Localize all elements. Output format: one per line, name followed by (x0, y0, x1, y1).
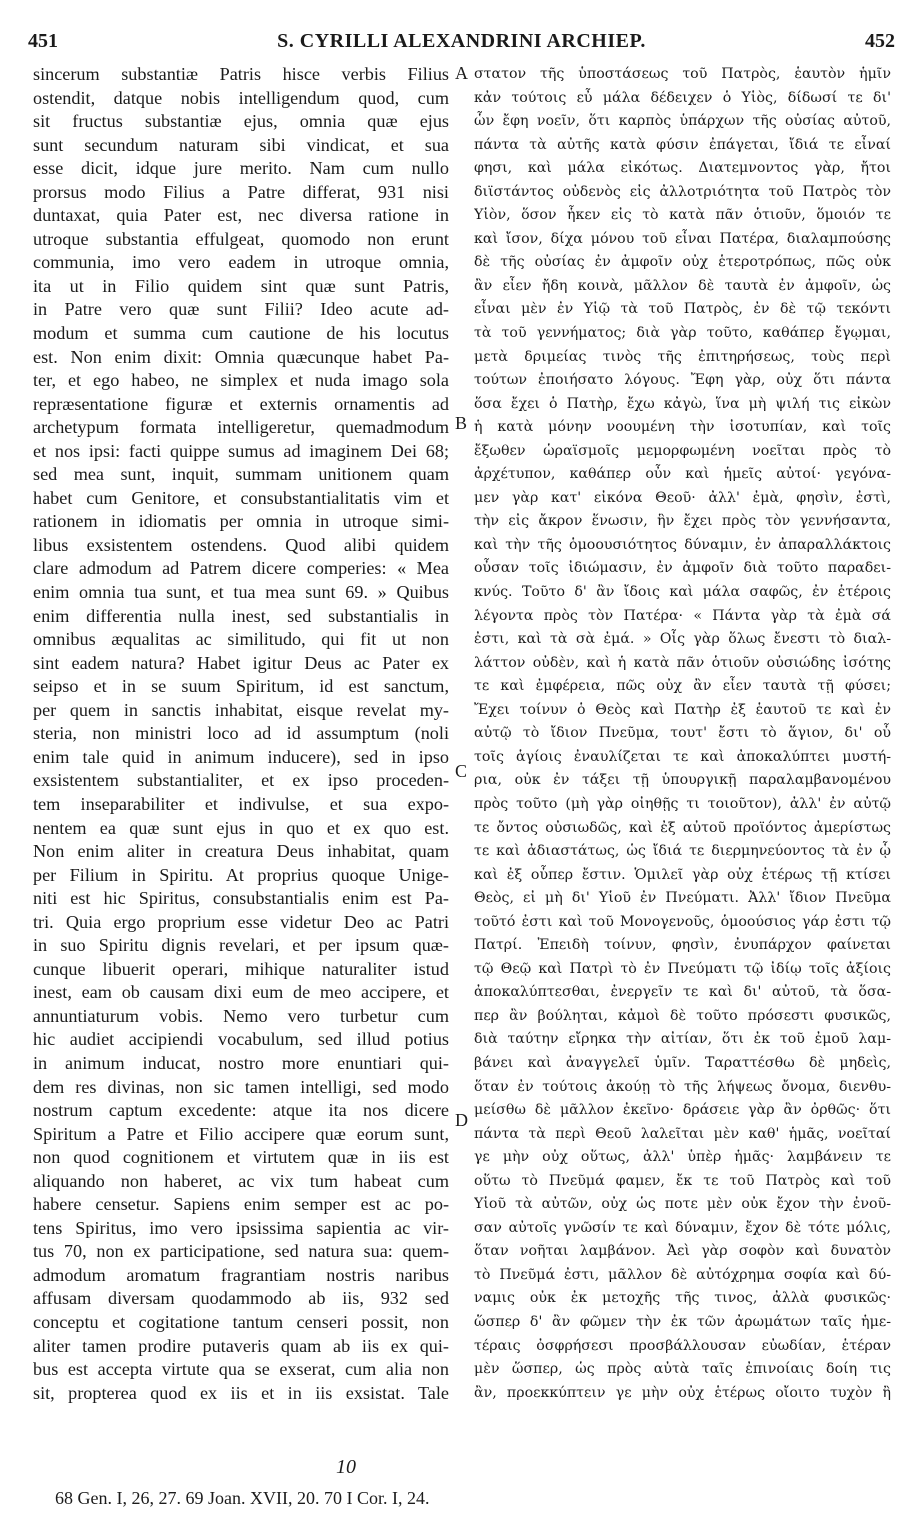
latin-text-line: steria, non ministri loco ad id assumptum (noli (33, 723, 449, 744)
greek-text-line: ρια, οὐκ ἐν τάξει τῇ ὑπουργικῇ παραλαμβανομένου (474, 772, 891, 789)
latin-text-line: aliter tamen prodire putaveris quam ab iis ex qui- (33, 1335, 449, 1356)
latin-text-line: in Patre vero quæ sunt Filii? Ideo acute ad- (33, 299, 449, 320)
latin-text-line: sit fructus substantiæ ejus, omnia quæ ejus (33, 111, 449, 132)
latin-text-line: seipso et in se suum Spiritum, id est sanctum, (33, 676, 449, 697)
greek-text-line: ἂν, προεκκύπτειν γε μὴν οὐχ ἑτέρως οἴοιτο τυχὸν ἢ (474, 1384, 891, 1401)
greek-column (474, 63, 891, 1405)
greek-text-line: πρὸς τοῦτο (μὴ γὰρ οἰηθῇς τι τοιοῦτον), ἀλλ' ἐν αὐτῷ (474, 795, 891, 812)
running-title: S. CYRILLI ALEXANDRINI ARCHIEP. (277, 30, 646, 52)
greek-text-line: ὥσπερ δ' ἂν φῶμεν τὴν ἐκ τῶν ἀρωμάτων ταῖς ἡμε- (474, 1313, 891, 1330)
greek-text-line: τε καὶ ἀδιαστάτως, ὡς ἴδιά τε διερμηνεύοντος τὰ ἐν ᾧ (474, 843, 891, 860)
greek-text-line: τὰ τοῦ γεννήματος; διὰ γὰρ τοῦτο, καθάπερ ἔγῳμαι, (474, 325, 891, 342)
greek-text-line: λάττον οὐδὲν, καὶ ἡ κατὰ πᾶν ὁτιοῦν οὐσιώδης ἰσότης (474, 654, 891, 671)
greek-text-line: τε ὄντος οὐσιωδῶς, καὶ ἐξ αὐτοῦ προϊόντος ἀμερίστως (474, 819, 891, 836)
latin-text-line: esse dicit, idque jure merito. Nam cum nullo (33, 158, 449, 179)
latin-text-line: nostrum captum excedente: atque ita nos dicere (33, 1100, 449, 1121)
latin-text-line: dem res divinas, non sic tamen intelligi, sed modo (33, 1076, 449, 1097)
latin-column (33, 63, 449, 1405)
latin-text-line: archetypum formata intelligeretur, quemadmodum (33, 417, 449, 438)
greek-text-line: τε καὶ ἐμφέρεια, πῶς οὐχ ἂν εἶεν ταυτὰ τῇ φύσει; (474, 678, 891, 695)
latin-text-line: sed mea sunt, inquit, summam unitionem quam (33, 464, 449, 485)
greek-text-line: εἶναι μὲν ἐν Υἱῷ τὰ τοῦ Πατρὸς, ἐν δὲ τῷ τεκόντι (474, 301, 891, 318)
greek-text-line: Υἱοῦ τὰ αὐτῶν, οὐχ ὡς ποτε μὲν οὐκ ἔχον τὴν ἐνοῦ- (474, 1196, 891, 1213)
greek-text-line: πάντα τὰ περὶ Θεοῦ λαλεῖται μὲν καθ' ἡμᾶς, νοεῖταί (474, 1125, 891, 1142)
greek-text-line: ναμις οὐκ ἐκ μετοχῆς τῆς τινος, ἀλλὰ φυσικῶς· (474, 1290, 891, 1307)
latin-text-line: habet cum Genitore, et consubstantialitatis vim et (33, 487, 449, 508)
latin-text-line: niti est hic Spiritus, consubstantialis enim est Pa- (33, 888, 449, 909)
latin-text-line: admodum aromatum fragrantiam nostris naribus (33, 1264, 449, 1285)
latin-text-line: per quem in sanctis inhabitat, eisque revelat my- (33, 699, 449, 720)
greek-text-line: γε μὴν οὐχ οὕτως, ἀλλ' ὑπὲρ ἡμᾶς· λαμβάνειν τε (474, 1149, 891, 1166)
margin-marker-d: D (455, 1110, 468, 1130)
greek-text-line: ἡ κατὰ μόνην νοουμένη τὴν ἰσοτυπίαν, καὶ τοῖς (474, 419, 891, 436)
margin-marker-c: C (455, 761, 468, 781)
latin-text-line: enim omnia tua sunt, et tua mea sunt 69. » Quibus (33, 582, 449, 603)
latin-text-line: est. Non enim dixit: Omnia quæcunque habet Pa- (33, 346, 449, 367)
latin-text-line: affusam diversam quodammodo ab iis, 932 sed (33, 1288, 449, 1309)
latin-text-line: libus exsistentem ostendens. Quod alibi quidem (33, 534, 449, 555)
greek-text-line: τέραις ὀσφρήσεσι προσβάλλουσαν εὐωδίαν, ἑτέραν (474, 1337, 891, 1354)
footnotes: 68 Gen. I, 26, 27. 69 Joan. XVII, 20. 70 I Cor. I, 24. (55, 1488, 430, 1508)
greek-text-line: καὶ ἐξ οὗπερ ἔστιν. Ὁμιλεῖ γὰρ οὐχ ἑτέρως τῇ κτίσει (474, 866, 891, 883)
latin-text-line: enim differentia nulla inest, sed substantialis in (33, 605, 449, 626)
greek-text-line: διϊστάντος οὐδενὸς εἰς ἀλλοτριότητα τοῦ Πατρὸς τὸν (474, 183, 891, 200)
greek-text-line: ἔξωθεν ὡραϊσμοῖς μεμορφωμένη νοεῖται πρὸς τὸ (474, 442, 891, 459)
latin-text-line: non quod cognitionem et virtutem quæ in iis est (33, 1147, 449, 1168)
latin-text-line: communia, imo vero eadem in utroque omnia, (33, 252, 449, 273)
greek-text-line: διὰ ταύτην εἴρηκα τὴν αἰτίαν, ὅτι ἐκ τοῦ ἐμοῦ λαμ- (474, 1031, 891, 1048)
greek-text-line: τὸ Πνεῦμά ἐστι, μᾶλλον δὲ αὐτόχρημα σοφία καὶ δύ- (474, 1266, 891, 1283)
latin-text-line: sunt secundum naturam sibi vindicat, et sua (33, 134, 449, 155)
greek-text-line: κνύς. Τοῦτο δ' ἂν ἴδοις καὶ μάλα σαφῶς, ἐν ἑτέροις (474, 584, 891, 601)
greek-text-line: μεν γὰρ κατ' εἰκόνα Θεοῦ· ἀλλ' ἐμὰ, φησὶν, ἐστὶ, (474, 489, 891, 506)
greek-text-line: Πατρί. Ἐπειδὴ τοίνυν, φησὶν, ἐνυπάρχον φαίνεται (474, 937, 891, 954)
running-header (28, 30, 895, 60)
latin-text-line: sint eadem natura? Habet igitur Deus ac Pater ex (33, 652, 449, 673)
greek-text-line: φησι, καὶ μάλα εἰκότως. Διατεμνοντος γὰρ, ἤτοι (474, 160, 891, 177)
greek-text-line: πάντα τὰ αὐτῆς κατὰ φύσιν ἐπάγεται, ἴδιά τε εἶναί (474, 136, 891, 153)
latin-text-line: in animum inducat, nostro more enuntiari qui- (33, 1052, 449, 1073)
greek-text-line: οὕτω τὸ Πνεῦμά φαμεν, ἔκ τε τοῦ Πατρὸς καὶ τοῦ (474, 1172, 891, 1189)
latin-text-line: cunque libuerit operari, mihique naturaliter istud (33, 958, 449, 979)
greek-text-line: μὲν ὥσπερ, ὡς πρὸς αὐτὰ ταῖς ἐπινοίαις δοίη τις (474, 1361, 891, 1378)
greek-text-line: τοῦτό ἐστι καὶ τοῦ Μονογενοῦς, ὁμοούσιος γάρ ἐστι τῷ (474, 913, 891, 930)
latin-text-line: Non enim aliter in creatura Deus inhabitat, quam (33, 841, 449, 862)
greek-text-line: κἀν τούτοις εὖ μάλα δέδειχεν ὁ Υἱὸς, δίδωσί τε δι' (474, 89, 891, 106)
latin-text-line: sincerum substantiæ Patris hisce verbis Filius (33, 64, 449, 84)
latin-text-line: tri. Quia ergo proprium esse videtur Deo ac Patri (33, 911, 449, 932)
latin-text-line: omnibus æqualitas ac similitudo, qui fit ut non (33, 629, 449, 650)
latin-text-line: ostendit, datque nobis intelligendum quod, cum (33, 87, 449, 108)
latin-text-line: hic audiet accipiendi vocabulum, sed illud potius (33, 1029, 449, 1050)
greek-text-line: σαν αὐτοῖς γνῶσίν τε καὶ δύναμιν, ἔχον δὲ τότε μόλις, (474, 1219, 891, 1236)
latin-text-line: tem inseparabiliter et indivulse, et sua expo- (33, 793, 449, 814)
greek-text-line: ὅσα ἔχει ὁ Πατὴρ, ἔχω κἀγὼ, ἵνα μὴ ψιλή τις εἰκὼν (474, 395, 891, 412)
greek-text-line: τοῖς ἁγίοις ἐναυλίζεται τε καὶ ἀποκαλύπτει μυστή- (474, 748, 891, 765)
greek-text-line: Υἱὸν, ὅσον ἧκεν εἰς τὸ κατὰ πᾶν ὁτιοῦν, ὅμοιόν τε (474, 207, 891, 224)
greek-text-line: βάνει καὶ ἀναγγελεῖ ὑμῖν. Ταραττέσθω δὲ μηδεὶς, (474, 1054, 891, 1071)
latin-text-line: in suo Spiritu dignis revelari, et per ipsum quæ- (33, 935, 449, 956)
greek-text-line: ὧν ἔφη νοεῖν, ὅτι καρπὸς ὑπάρχων τῆς οὐσίας αὐτοῦ, (474, 113, 891, 130)
greek-text-line: τούτων ἐποιήσατο λόγους. Ἔφη γὰρ, οὐχ ὅτι πάντα (474, 372, 891, 389)
greek-text-line: ἂν εἶεν ἤδη κοινὰ, μᾶλλον δὲ ταυτὰ ἐν ἀμφοῖν, ὡς (474, 277, 891, 294)
greek-text-line: Ἔχει τοίνυν ὁ Θεὸς καὶ Πατὴρ ἐξ ἑαυτοῦ τε καὶ ἐν (474, 701, 891, 718)
page-number-right: 452 (865, 30, 895, 52)
latin-text-line: conceptu et cogitatione tantum censeri possit, non (33, 1311, 449, 1332)
latin-text-line: per Filium in Spiritu. At proprius quoque Unige- (33, 864, 449, 885)
greek-text-line: μετὰ δριμείας τινὸς τῆς ἐπιτηρήσεως, τοὺς περὶ (474, 348, 891, 365)
handwritten-column-number: 10 (336, 1456, 356, 1478)
greek-text-line: μείσθω δὲ μᾶλλον ἐκεῖνο· δράσειε γὰρ ἂν ὀρθῶς· ὅτι (474, 1102, 891, 1119)
latin-text-line: bus est accepta virtute qua se exserat, cum alia non (33, 1359, 449, 1380)
greek-text-line: ὅταν ἐν τούτοις ἀκούῃ τὸ τῆς λήψεως ὄνομα, διενθυ- (474, 1078, 891, 1095)
latin-text-line: annuntiaturum vobis. Nemo vero turbetur cum (33, 1005, 449, 1026)
greek-text-line: οὖσαν τοῖς ἰδιώμασιν, ἐν ἀμφοῖν διὰ τοῦτο παραδει- (474, 560, 891, 577)
latin-text-line: aliquando non haberet, ac vix tum habeat cum (33, 1170, 449, 1191)
latin-text-line: enim tale quid in animum inducere), sed in ipso (33, 746, 449, 767)
latin-text-line: tens Spiritus, imo vero ipsissima sapientia ac vir- (33, 1217, 449, 1238)
greek-text-line: δὲ τῆς οὐσίας ἐν ἀμφοῖν οὐχ ἑτεροτρόπως, πῶς οὐκ (474, 254, 891, 271)
greek-text-line: τῷ Θεῷ καὶ Πατρὶ τὸ ἐν Πνεύματι τῷ ἰδίῳ τοῖς ἀξίοις (474, 960, 891, 977)
latin-text-line: tus 70, non ex participatione, sed natura sua: quem- (33, 1241, 449, 1262)
greek-text-line: περ ἂν βούληται, κἀμοὶ δὲ τοῦτο πρόσεστι φυσικῶς, (474, 1007, 891, 1024)
latin-text-line: inest, eam ob causam dixi eum de meo accipere, et (33, 982, 449, 1003)
latin-text-line: rationem in idiomatis per omnia in utroque simi- (33, 511, 449, 532)
greek-text-line: ἐστι, καὶ τὰ σὰ ἐμά. » Οἷς γὰρ ὅλως ἔνεστι τὸ διαλ- (474, 631, 891, 648)
greek-text-line: καὶ ἴσον, δίχα μόνου τοῦ εἶναι Πατέρα, διαλαμπούσης (474, 230, 891, 247)
latin-text-line: exsistentem substantialiter, et ex ipso proceden- (33, 770, 449, 791)
latin-text-line: repræsentatione figuræ et externis ornamentis ad (33, 393, 449, 414)
greek-text-line: ἀποκαλύπτεσθαι, ἐνεργεῖν τε καὶ δι' αὐτοῦ, τὰ ὅσα- (474, 984, 891, 1001)
page-number-left: 451 (28, 30, 58, 52)
greek-text-line: ὅταν νοῆται λαμβάνον. Ἀεὶ γὰρ σοφὸν καὶ δυνατὸν (474, 1243, 891, 1260)
greek-text-line: Θεὸς, εἰ μὴ δι' Υἱοῦ ἐν Πνεύματι. Ἀλλ' ἴδιον Πνεῦμα (474, 890, 891, 907)
latin-text-line: ita ut in Filio quidem sint quæ sunt Patris, (33, 275, 449, 296)
latin-text-line: modum et summa cum cautione de his locutus (33, 323, 449, 344)
latin-text-line: utroque substantia effulgeat, quomodo non erunt (33, 228, 449, 249)
greek-text-line: λέγοντα πρὸς τὸν Πατέρα· « Πάντα γὰρ τὰ ἐμὰ σά (474, 607, 891, 624)
latin-text-line: duntaxat, quia Pater est, nec diversa ratione in (33, 205, 449, 226)
latin-text-line: Spiritum a Patre et Filio accipere quæ eorum sunt, (33, 1123, 449, 1144)
greek-text-line: αὐτῷ τὸ ἴδιον Πνεῦμα, τουτ' ἔστι τὸ ἅγιον, δι' οὗ (474, 725, 891, 742)
margin-marker-b: B (455, 413, 468, 433)
greek-text-line: τὴν εἰς ἄκρον ἕνωσιν, ἣν ἔχει πρὸς τὸν γεννήσαντα, (474, 513, 891, 530)
latin-text-line: nentem ea quæ sunt ejus in quo et ex quo est. (33, 817, 449, 838)
latin-text-line: clare admodum ad Patrem dicere comperies: « Mea (33, 558, 449, 579)
latin-text-line: sit, propterea quod ex iis et in iis exsistat. Tale (33, 1382, 449, 1403)
latin-text-line: prorsus modo Filius a Patre differat, 931 nisi (33, 181, 449, 202)
greek-text-line: καὶ τὴν τῆς ὁμοουσιότητος δύναμιν, ἐν ἀπαραλλάκτοις (474, 536, 891, 553)
latin-text-line: ter, et ego habeo, ne simplex et nuda imago sola (33, 370, 449, 391)
margin-marker-a: A (455, 63, 468, 83)
latin-text-line: et nos ipsi: facti quippe sumus ad imaginem Dei 68; (33, 440, 449, 461)
greek-text-line: στατον τῆς ὑποστάσεως τοῦ Πατρὸς, ἑαυτὸν ἡμῖν (474, 66, 891, 82)
greek-text-line: ἀρχέτυπον, καθάπερ οὖν καὶ ἡμεῖς αὐτοί· γεγόνα- (474, 466, 891, 483)
latin-text-line: habere censetur. Sapiens enim semper est ac po- (33, 1194, 449, 1215)
